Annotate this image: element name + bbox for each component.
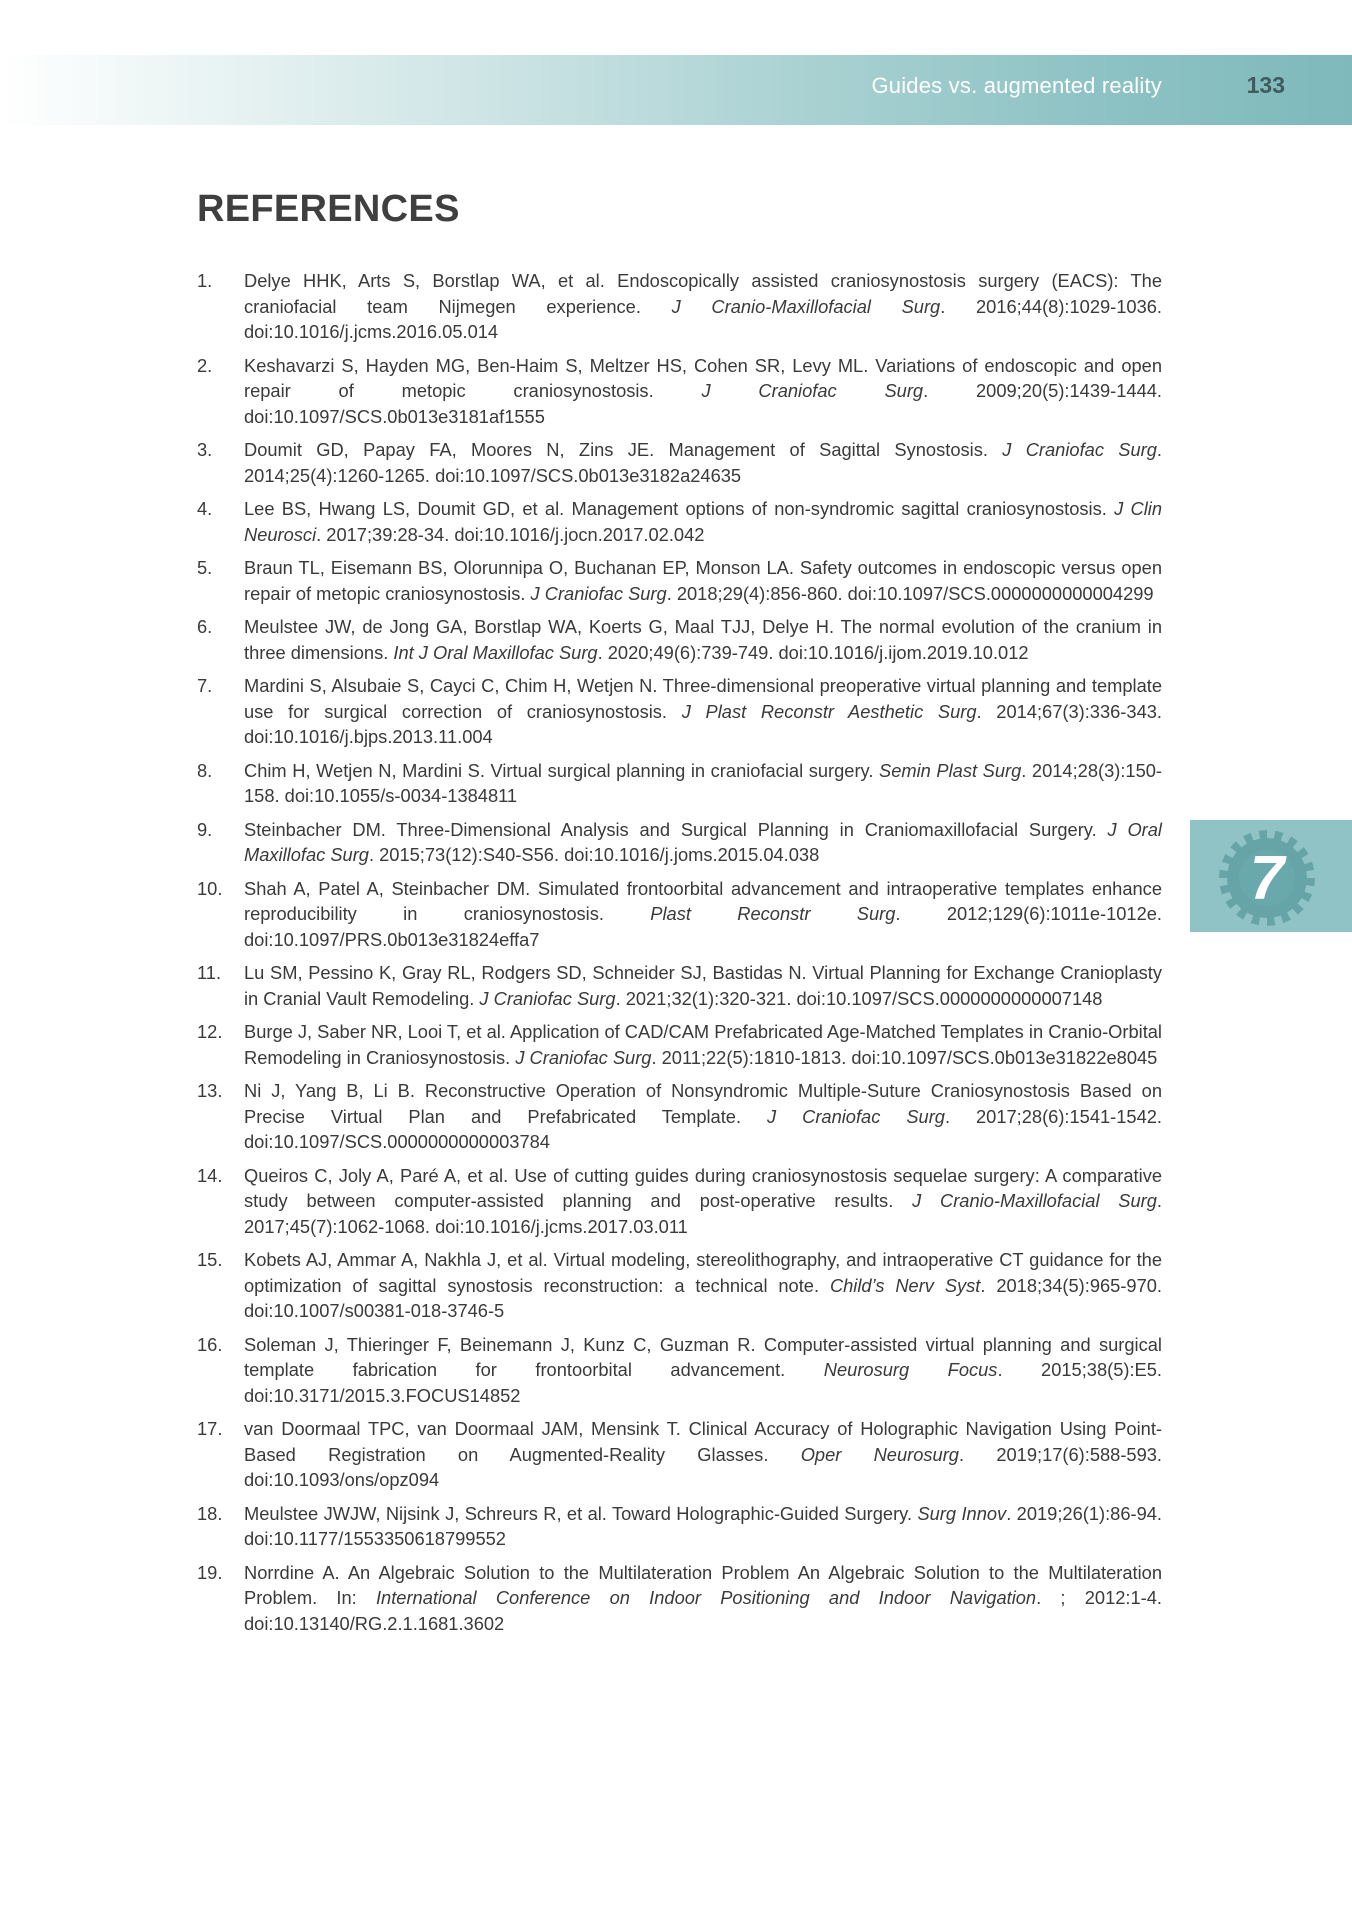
reference-citation: . 2011;22(5):1810-1813. doi:10.1097/SCS.0b013e31822e8045	[651, 1046, 1158, 1068]
reference-item	[197, 1163, 1162, 1240]
reference-citation: . 2019;17(6):588-593. doi:10.1093/ons/opz094	[244, 1443, 1162, 1490]
reference-journal: J Plast Reconstr Aesthetic Surg	[681, 700, 977, 722]
reference-item	[197, 1560, 1162, 1637]
reference-citation: . 2015;73(12):S40-S56. doi:10.1016/j.joms.2015.04.038	[368, 844, 820, 865]
reference-journal: Oper Neurosurg	[800, 1443, 959, 1465]
reference-citation: . ; 2012:1-4. doi:10.13140/RG.2.1.1681.3602	[244, 1587, 1162, 1634]
reference-journal: J Craniofac Surg	[479, 987, 616, 1009]
reference-number: 4.	[197, 498, 213, 519]
reference-authors-title: Braun TL, Eisemann BS, Olorunnipa O, Buchanan EP, Monson LA. Safety outcomes in endoscopic versus open repair of metopic craniosynostosis.	[244, 557, 1162, 604]
reference-citation: . 2020;49(6):739-749. doi:10.1016/j.ijom.2019.10.012	[597, 641, 1029, 663]
reference-number: 13.	[197, 1080, 223, 1101]
reference-journal: Surg Innov	[917, 1502, 1007, 1524]
reference-citation: . 2014;25(4):1260-1265. doi:10.1097/SCS.0b013e3182a24635	[244, 439, 1163, 486]
reference-authors-title: Shah A, Patel A, Steinbacher DM. Simulated frontoorbital advancement and intraoperative templates enhance reproducibility in craniosynostosis.	[244, 877, 1162, 924]
reference-item	[197, 673, 1162, 750]
reference-authors-title: van Doormaal TPC, van Doormaal JAM, Mensink T. Clinical Accuracy of Holographic Navigation Using Point-Based Registration on Augmented-Reality Glasses.	[244, 1418, 1162, 1465]
reference-citation: . 2019;26(1):86-94. doi:10.1177/1553350618799552	[244, 1502, 1163, 1549]
reference-item	[197, 555, 1162, 606]
reference-number: 2.	[197, 354, 213, 376]
section-heading: REFERENCES	[197, 188, 460, 230]
reference-item	[197, 1332, 1162, 1409]
reference-authors-title: Burge J, Saber NR, Looi T, et al. Application of CAD/CAM Prefabricated Age-Matched Templates in Cranio-Orbital Remodeling in Craniosynostosis.	[244, 1021, 1162, 1068]
reference-journal: J Craniofac Surg	[767, 1105, 945, 1127]
reference-authors-title: Delye HHK, Arts S, Borstlap WA, et al. Endoscopically assisted craniosynostosis surgery (EACS): The craniofacial team Nijmegen experience.	[244, 270, 1162, 317]
reference-journal: J Cranio-Maxillofacial Surg	[912, 1190, 1157, 1211]
reference-item	[197, 268, 1162, 345]
reference-journal: J Oral Maxillofac Surg	[244, 818, 1162, 865]
reference-citation: . 2021;32(1):320-321. doi:10.1097/SCS.0000000000007148	[615, 987, 1103, 1009]
reference-item	[197, 353, 1162, 430]
reference-item	[197, 496, 1162, 547]
reference-citation: . 2018;29(4):856-860. doi:10.1097/SCS.0000000000004299	[666, 582, 1154, 604]
reference-number: 7.	[197, 675, 213, 696]
running-title: Guides vs. augmented reality	[871, 73, 1162, 98]
reference-journal: J Craniofac Surg	[1002, 439, 1157, 460]
reference-journal: Semin Plast Surg	[879, 759, 1022, 781]
reference-number: 11.	[197, 962, 222, 983]
reference-item	[197, 876, 1162, 953]
reference-citation: . 2017;28(6):1541-1542. doi:10.1097/SCS.0000000000003784	[244, 1105, 1163, 1152]
reference-authors-title: Soleman J, Thieringer F, Beinemann J, Kunz C, Guzman R. Computer-assisted virtual planning and surgical template fabrication for frontoorbital advancement.	[244, 1333, 1162, 1380]
reference-item	[197, 960, 1162, 1011]
reference-journal: International Conference on Indoor Positioning and Indoor Navigation	[375, 1587, 1037, 1608]
reference-authors-title: Chim H, Wetjen N, Mardini S. Virtual surgical planning in craniofacial surgery.	[244, 759, 879, 781]
reference-number: 12.	[197, 1021, 223, 1042]
reference-authors-title: Lee BS, Hwang LS, Doumit GD, et al. Management options of non-syndromic sagittal craniosynostosis.	[244, 498, 1115, 519]
reference-authors-title: Queiros C, Joly A, Paré A, et al. Use of cutting guides during craniosynostosis sequelae surgery: A comparative study between computer-assisted planning and post-operative results.	[244, 1164, 1162, 1211]
reference-authors-title: Kobets AJ, Ammar A, Nakhla J, et al. Virtual modeling, stereolithography, and intraoperative CT guidance for the optimization of sagittal synostosis reconstruction: a technical note.	[244, 1249, 1162, 1296]
reference-number: 15.	[197, 1249, 223, 1270]
reference-citation: . 2012;129(6):1011e-1012e. doi:10.1097/PRS.0b013e31824effa7	[244, 903, 1163, 950]
reference-number: 8.	[197, 759, 213, 781]
reference-journal: J Cranio-Maxillofacial Surg	[671, 295, 941, 317]
reference-citation: . 2009;20(5):1439-1444. doi:10.1097/SCS.0b013e3181af1555	[244, 380, 1162, 427]
reference-authors-title: Steinbacher DM. Three-Dimensional Analysis and Surgical Planning in Craniomaxillofacial Surgery.	[244, 818, 1108, 840]
reference-number: 9.	[197, 818, 213, 840]
reference-item	[197, 1247, 1162, 1324]
reference-citation: . 2017;45(7):1062-1068. doi:10.1016/j.jcms.2017.03.011	[244, 1190, 1163, 1237]
reference-item	[197, 1019, 1162, 1070]
reference-authors-title: Mardini S, Alsubaie S, Cayci C, Chim H, Wetjen N. Three-dimensional preoperative virtual planning and template use for surgical correction of craniosynostosis.	[244, 675, 1162, 722]
reference-journal: J Clin Neurosci	[244, 498, 1162, 545]
reference-number: 16.	[197, 1333, 223, 1355]
reference-citation: . 2014;67(3):336-343. doi:10.1016/j.bjps.2013.11.004	[244, 700, 1162, 747]
reference-number: 1.	[197, 270, 213, 291]
reference-journal: Plast Reconstr Surg	[650, 903, 896, 924]
reference-citation: . 2014;28(3):150-158. doi:10.1055/s-0034-1384811	[244, 759, 1163, 806]
reference-item	[197, 1416, 1162, 1493]
reference-authors-title: Meulstee JW, de Jong GA, Borstlap WA, Koerts G, Maal TJJ, Delye H. The normal evolution of the cranium in three dimensions.	[244, 616, 1162, 663]
reference-authors-title: Doumit GD, Papay FA, Moores N, Zins JE. Management of Sagittal Synostosis.	[244, 439, 1003, 460]
reference-citation: . 2018;34(5):965-970. doi:10.1007/s00381-018-3746-5	[244, 1274, 1163, 1321]
reference-number: 14.	[197, 1164, 223, 1186]
reference-number: 18.	[197, 1502, 223, 1524]
reference-number: 3.	[197, 439, 213, 460]
reference-item	[197, 758, 1162, 809]
reference-citation: . 2015;38(5):E5. doi:10.3171/2015.3.FOCUS14852	[244, 1359, 1162, 1406]
reference-authors-title: Norrdine A. An Algebraic Solution to the Multilateration Problem An Algebraic Solution to the Multilateration Problem. In:	[244, 1561, 1162, 1608]
chapter-number: 7	[1249, 843, 1285, 913]
reference-journal: Int J Oral Maxillofac Surg	[393, 641, 598, 663]
reference-number: 17.	[197, 1418, 223, 1439]
reference-journal: J Craniofac Surg	[515, 1046, 652, 1068]
reference-number: 10.	[197, 877, 223, 899]
reference-item	[197, 1501, 1162, 1552]
reference-journal: J Craniofac Surg	[530, 582, 667, 604]
reference-number: 19.	[197, 1561, 223, 1583]
reference-citation: . 2017;39:28-34. doi:10.1016/j.jocn.2017.02.042	[316, 523, 705, 545]
reference-citation: . 2016;44(8):1029-1036. doi:10.1016/j.jcms.2016.05.014	[244, 295, 1163, 342]
reference-item	[197, 437, 1162, 488]
page-number: 133	[1246, 72, 1285, 98]
reference-authors-title: Lu SM, Pessino K, Gray RL, Rodgers SD, Schneider SJ, Bastidas N. Virtual Planning for Exchange Cranioplasty in Cranial Vault Remodeling.	[244, 962, 1162, 1009]
reference-authors-title: Meulstee JWJW, Nijsink J, Schreurs R, et al. Toward Holographic-Guided Surgery.	[244, 1502, 918, 1524]
reference-authors-title: Ni J, Yang B, Li B. Reconstructive Operation of Nonsyndromic Multiple-Suture Craniosynostosis Based on Precise Virtual Plan and Prefabricated Template.	[244, 1080, 1162, 1127]
reference-list	[197, 268, 1162, 1644]
reference-journal: J Craniofac Surg	[701, 380, 924, 401]
reference-item	[197, 1078, 1162, 1155]
reference-journal: Child’s Nerv Syst	[829, 1274, 981, 1296]
reference-authors-title: Keshavarzi S, Hayden MG, Ben-Haim S, Meltzer HS, Cohen SR, Levy ML. Variations of endoscopic and open repair of metopic craniosynostosis.	[244, 354, 1162, 401]
reference-item	[197, 817, 1162, 868]
reference-item	[197, 614, 1162, 665]
reference-number: 5.	[197, 557, 213, 578]
reference-number: 6.	[197, 616, 213, 637]
reference-journal: Neurosurg Focus	[823, 1359, 998, 1380]
